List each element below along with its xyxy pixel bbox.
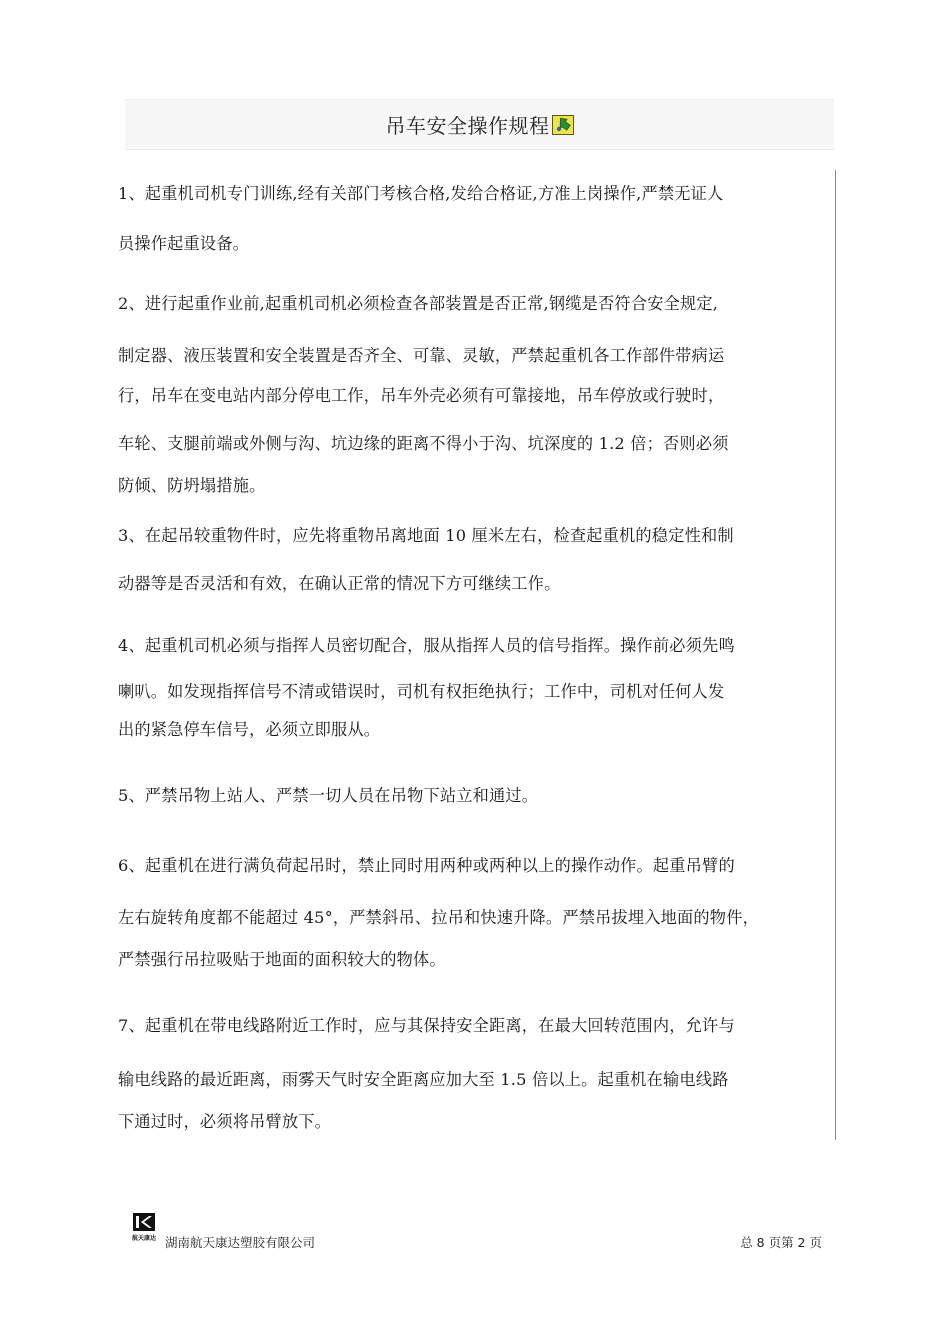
- paragraph-line: 左右旋转角度都不能超过 45°，严禁斜吊、拉吊和快速升降。严禁吊拔埋入地面的物件，: [118, 908, 759, 927]
- paragraph-line: 6、起重机在进行满负荷起吊时，禁止同时用两种或两种以上的操作动作。起重吊臂的: [118, 856, 735, 875]
- paragraph-line: 下通过时，必须将吊臂放下。: [118, 1112, 332, 1131]
- paragraph-line: 输电线路的最近距离，雨雾天气时安全距离应加大至 1.5 倍以上。起重机在输电线路: [118, 1070, 729, 1089]
- paragraph-line: 5、严禁吊物上站人、严禁一切人员在吊物下站立和通过。: [118, 786, 539, 805]
- document-title-bar: [125, 99, 834, 150]
- company-logo: [132, 1212, 160, 1242]
- right-margin-rule: [835, 170, 836, 1140]
- paragraph-line: 2、进行起重作业前,起重机司机必须检查各部装置是否正常,钢缆是否符合安全规定,: [118, 294, 719, 313]
- page-footer: [132, 1212, 822, 1252]
- paragraph-line: 制定器、液压装置和安全装置是否齐全、可靠、灵敏，严禁起重机各工作部件带病运: [118, 346, 725, 365]
- paragraph-line: 7、起重机在带电线路附近工作时，应与其保持安全距离，在最大回转范围内，允许与: [118, 1016, 735, 1035]
- paragraph-line: 严禁强行吊拉吸贴于地面的面积较大的物体。: [118, 950, 446, 969]
- company-logo-icon: [132, 1212, 156, 1232]
- paragraph-line: 员操作起重设备。: [118, 234, 250, 253]
- paragraph-line: 车轮、支腿前端或外侧与沟、坑边缘的距离不得小于沟、坑深度的 1.2 倍；否则必须: [118, 434, 729, 453]
- logo-text: 航天康达: [132, 1235, 157, 1242]
- paragraph-line: 喇叭。如发现指挥信号不清或错误时，司机有权拒绝执行；工作中，司机对任何人发: [118, 682, 725, 701]
- company-name: 湖南航天康达塑胶有限公司: [165, 1235, 316, 1250]
- paragraph-line: 防倾、防坍塌措施。: [118, 476, 266, 495]
- paragraph-line: 动器等是否灵活和有效，在确认正常的情况下方可继续工作。: [118, 574, 561, 593]
- paragraph-line: 行，吊车在变电站内部分停电工作，吊车外壳必须有可靠接地，吊车停放或行驶时，: [118, 386, 725, 405]
- paragraph-line: 3、在起吊较重物件时，应先将重物吊离地面 10 厘米左右，检查起重机的稳定性和制: [118, 526, 734, 545]
- document-title: 吊车安全操作规程: [385, 114, 550, 138]
- paragraph-line: 4、起重机司机必须与指挥人员密切配合，服从指挥人员的信号指挥。操作前必须先鸣: [118, 636, 735, 655]
- page-number: 总 8 页第 2 页: [740, 1235, 822, 1250]
- paragraph-line: 1、起重机司机专门训练,经有关部门考核合格,发给合格证,方准上岗操作,严禁无证人: [118, 184, 724, 203]
- document-arrow-icon[interactable]: [552, 115, 574, 135]
- paragraph-line: 出的紧急停车信号，必须立即服从。: [118, 720, 381, 739]
